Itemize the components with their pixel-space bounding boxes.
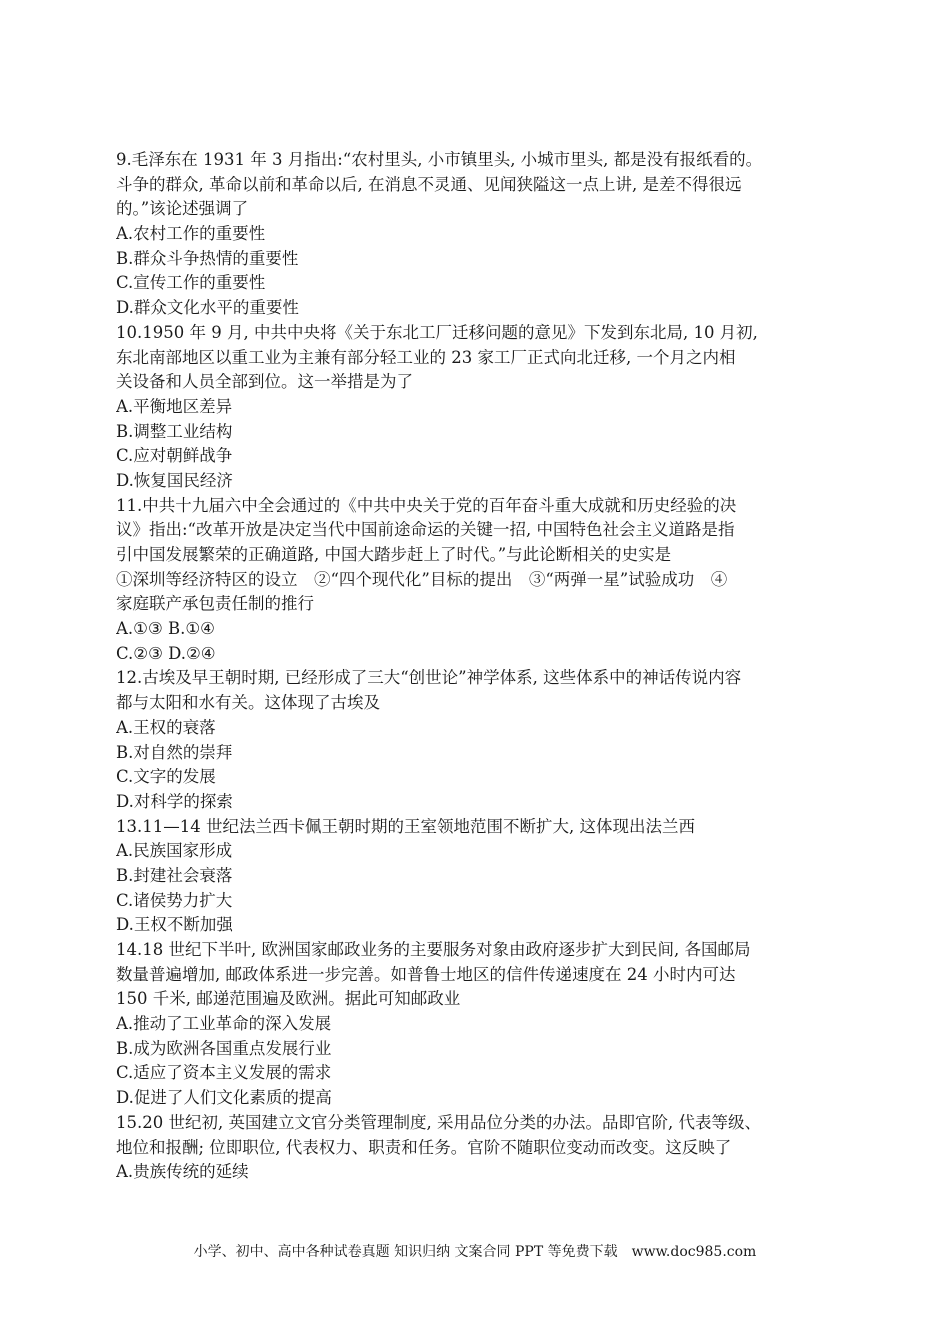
answer-option: B.成为欧洲各国重点发展行业 <box>116 1038 332 1058</box>
answer-option: C.②③ D.②④ <box>116 643 216 663</box>
answer-option: C.宣传工作的重要性 <box>116 273 266 293</box>
text-line: 地位和报酬; 位即职位, 代表权力、职责和任务。官阶不随职位变动而改变。这反映了 <box>116 1137 732 1157</box>
text-line: 14.18 世纪下半叶, 欧洲国家邮政业务的主要服务对象由政府逐步扩大到民间, 各国邮局 <box>116 940 751 959</box>
text-line: 引中国发展繁荣的正确道路, 中国大踏步赶上了时代。”与此论断相关的史实是 <box>116 545 672 564</box>
footer-site-link[interactable]: www.doc985.com <box>631 1244 757 1260</box>
answer-option: C.应对朝鲜战争 <box>116 446 233 466</box>
text-line: 15.20 世纪初, 英国建立文官分类管理制度, 采用品位分类的办法。品即官阶, 代表等级、 <box>116 1112 761 1132</box>
text-line: 都与太阳和水有关。这体现了古埃及 <box>116 693 380 713</box>
text-line: 150 千米, 邮递范围遍及欧洲。据此可知邮政业 <box>116 989 461 1009</box>
text-line: 13.11—14 世纪法兰西卡佩王朝时期的王室领地范围不断扩大, 这体现出法兰西 <box>116 816 695 836</box>
answer-option: C.诸侯势力扩大 <box>116 890 233 910</box>
text-line: 12.古埃及早王朝时期, 已经形成了三大“创世论”神学体系, 这些体系中的神话传说内容 <box>116 668 742 688</box>
answer-option: B.群众斗争热情的重要性 <box>116 248 299 268</box>
answer-option: A.贵族传统的延续 <box>116 1162 249 1182</box>
answer-option: D.恢复国民经济 <box>116 470 233 490</box>
answer-option: A.平衡地区差异 <box>116 396 233 416</box>
answer-option: D.对科学的探索 <box>116 791 233 811</box>
text-line: 11.中共十九届六中全会通过的《中共中央关于党的百年奋斗重大成就和历史经验的决 <box>116 495 737 515</box>
text-line: 的。”该论述强调了 <box>116 199 249 219</box>
text-line: 10.1950 年 9 月, 中共中央将《关于东北工厂迁移问题的意见》下发到东北局, 10 月初, <box>116 322 758 342</box>
text-line: 议》指出:“改革开放是决定当代中国前途命运的关键一招, 中国特色社会主义道路是指 <box>116 520 735 540</box>
answer-option: B.对自然的崇拜 <box>116 742 233 762</box>
answer-option: D.促进了人们文化素质的提高 <box>116 1088 332 1108</box>
answer-option: C.文字的发展 <box>116 767 216 787</box>
text-line: 东北南部地区以重工业为主兼有部分轻工业的 23 家工厂正式向北迁移, 一个月之内相 <box>116 347 736 367</box>
answer-option: A.王权的衰落 <box>116 717 216 737</box>
text-line: 家庭联产承包责任制的推行 <box>116 594 314 614</box>
text-line: 斗争的群众, 革命以前和革命以后, 在消息不灵通、见闻狭隘这一点上讲, 是差不得很远 <box>116 174 742 194</box>
answer-option: D.王权不断加强 <box>116 915 233 935</box>
text-line: 9.毛泽东在 1931 年 3 月指出:“农村里头, 小市镇里头, 小城市里头, 都是没有报纸看的。 <box>116 150 763 169</box>
answer-option: A.农村工作的重要性 <box>116 224 266 244</box>
text-line: ①深圳等经济特区的设立 ②“四个现代化”目标的提出 ③“两弹一星”试验成功 ④ <box>116 569 728 589</box>
text-line: 数量普遍增加, 邮政体系进一步完善。如普鲁士地区的信件传递速度在 24 小时内可达 <box>116 964 736 984</box>
answer-option: A.①③ B.①④ <box>116 619 215 639</box>
text-line: 关设备和人员全部到位。这一举措是为了 <box>116 372 413 392</box>
answer-option: B.封建社会衰落 <box>116 865 233 885</box>
answer-option: A.民族国家形成 <box>116 841 233 861</box>
document-body <box>116 148 836 1185</box>
answer-option: A.推动了工业革命的深入发展 <box>116 1014 332 1034</box>
page-footer <box>0 1242 950 1262</box>
answer-option: C.适应了资本主义发展的需求 <box>116 1063 332 1083</box>
answer-option: D.群众文化水平的重要性 <box>116 298 299 318</box>
footer-text: 小学、初中、高中各种试卷真题 知识归纳 文案合同 PPT 等免费下载 <box>193 1244 618 1260</box>
answer-option: B.调整工业结构 <box>116 421 233 441</box>
